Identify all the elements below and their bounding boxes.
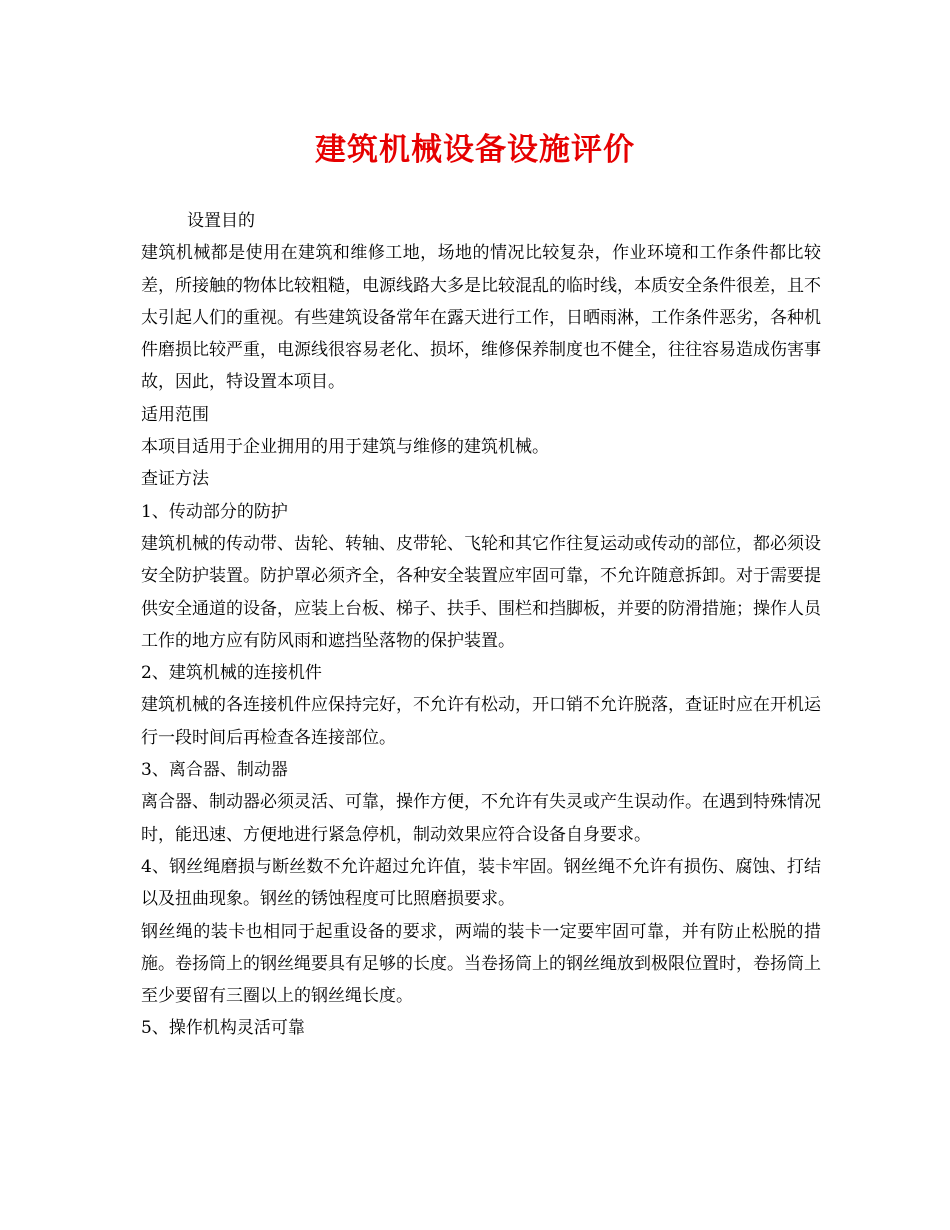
item-heading-2: 2、建筑机械的连接机件: [141, 663, 322, 684]
paragraph-item-1: 建筑机械的传动带、齿轮、转轴、皮带轮、飞轮和其它作往复运动或传动的部位，都必须设安全防护装置。防护罩必须齐全，各种安全装置应牢固可靠，不允许随意拆卸。对于需要提供安全通道的设备，应装上台板、梯子、扶手、围栏和挡脚板，并要的防滑措施；操作人员工作的地方应有防风雨和遮挡坠落物的保护装置。: [141, 533, 821, 651]
paragraph-item-2: 建筑机械的各连接机件应保持完好，不允许有松动，开口销不允许脱落，查证时应在开机运行一段时间后再检查各连接部位。: [141, 695, 821, 748]
section-heading-scope: 适用范围: [141, 404, 209, 425]
section-heading-method: 查证方法: [141, 469, 209, 490]
item-heading-5: 5、操作机构灵活可靠: [141, 1018, 305, 1039]
paragraph-purpose: 建筑机械都是使用在建筑和维修工地，场地的情况比较复杂，作业环境和工作条件都比较差，所接触的物体比较粗糙，电源线路大多是比较混乱的临时线，本质安全条件很差，且不太引起人们的重视。有些建筑设备常年在露天进行工作，日晒雨淋，工作条件恶劣，各种机件磨损比较严重，电源线很容易老化、损坏，维修保养制度也不健全，往往容易造成伤害事故，因此，特设置本项目。: [141, 243, 821, 393]
section-heading-purpose: 设置目的: [187, 211, 255, 231]
paragraph-item-3: 离合器、制动器必须灵活、可靠，操作方便，不允许有失灵或产生误动作。在遇到特殊情况时，能迅速、方便地进行紧急停机，制动效果应符合设备自身要求。: [141, 792, 821, 845]
item-heading-3: 3、离合器、制动器: [141, 760, 288, 781]
item-heading-1: 1、传动部分的防护: [141, 501, 288, 522]
document-body: [141, 205, 821, 1045]
document-title: 建筑机械设备设施评价: [315, 132, 635, 168]
paragraph-scope: 本项目适用于企业拥用的用于建筑与维修的建筑机械。: [141, 437, 549, 458]
paragraph-item-4-detail: 钢丝绳的装卡也相同于起重设备的要求，两端的装卡一定要牢固可靠，并有防止松脱的措施。卷扬筒上的钢丝绳要具有足够的长度。当卷扬筒上的钢丝绳放到极限位置时，卷扬筒上至少要留有三圈以上的钢丝绳长度。: [141, 921, 821, 1007]
paragraph-item-4: 4、钢丝绳磨损与断丝数不允许超过允许值，装卡牢固。钢丝绳不允许有损伤、腐蚀、打结以及扭曲现象。钢丝的锈蚀程度可比照磨损要求。: [141, 856, 821, 910]
